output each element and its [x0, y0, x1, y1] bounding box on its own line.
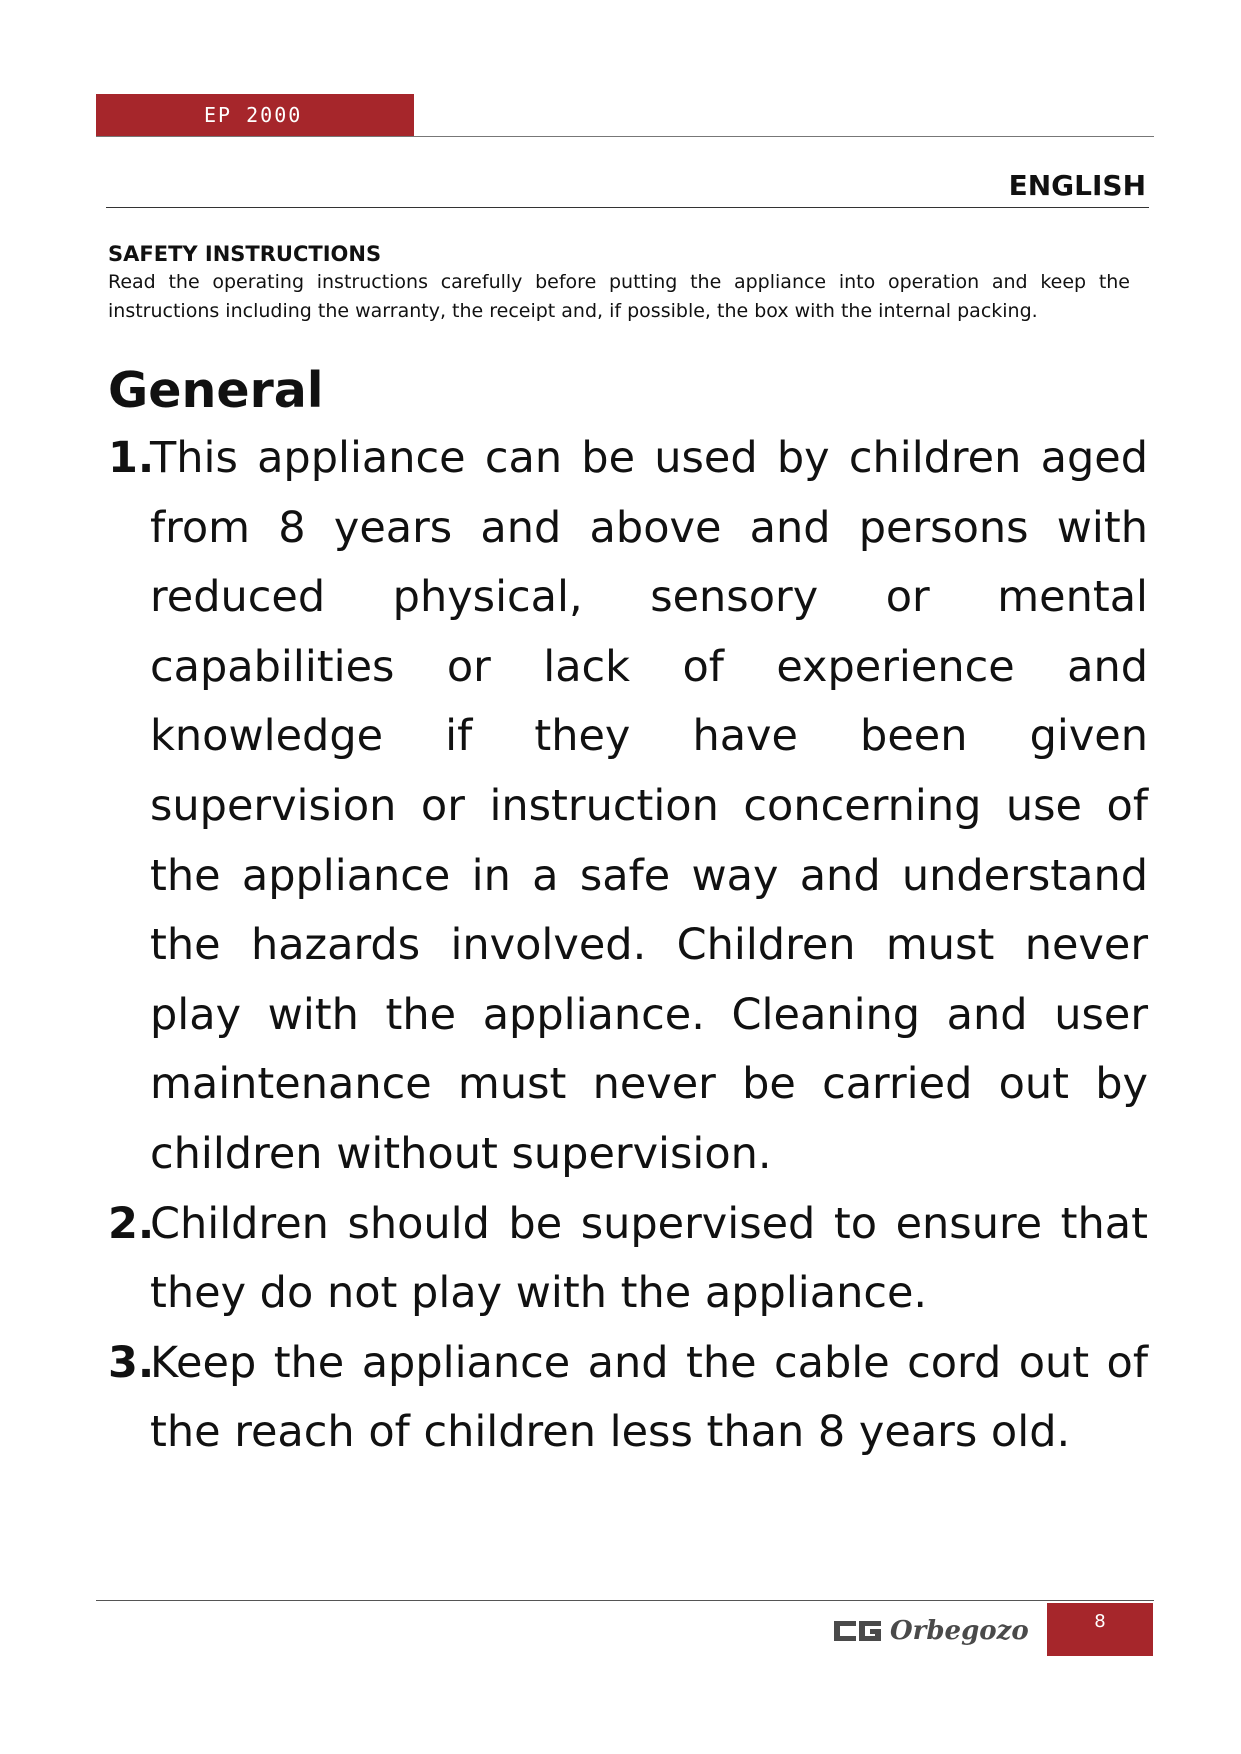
- brand-name: Orbegozo: [890, 1616, 1029, 1646]
- header-divider: [96, 136, 1154, 137]
- instruction-list: [108, 424, 1148, 1468]
- safety-intro: Read the operating instructions carefully before putting the appliance into operation and keep the instructions including the warranty, the receipt and, if possible, the box with the internal packing.: [108, 271, 1130, 322]
- item-text: Keep the appliance and the cable cord out of the reach of children less than 8 years old.: [150, 1337, 1148, 1458]
- safety-title: SAFETY INSTRUCTIONS: [108, 242, 382, 266]
- item-number: 3.: [108, 1337, 155, 1388]
- model-tab: EP 2000: [96, 94, 414, 136]
- language-label: ENGLISH: [1008, 169, 1146, 202]
- item-text: Children should be supervised to ensure that they do not play with the appliance.: [150, 1198, 1148, 1319]
- page-number: 8: [1047, 1603, 1153, 1656]
- item-text: This appliance can be used by children aged from 8 years and above and persons with reduced physical, sensory or mental capabilities or lack of experience and knowledge if they have been given supervision or instruction concerning use of the appliance in a safe way and understand the hazards involved. Children must never play with the appliance. Cleaning and user maintenance must never be carried out by children without supervision.: [150, 433, 1148, 1179]
- safety-section: [108, 240, 1130, 326]
- list-item: [108, 424, 1148, 1190]
- item-number: 1.: [108, 433, 155, 483]
- general-heading: General: [108, 362, 324, 419]
- footer-divider: [96, 1600, 1154, 1601]
- brand-logo: [834, 1606, 1044, 1656]
- general-section: [108, 358, 1148, 1468]
- list-item: [108, 1190, 1148, 1329]
- list-item: [108, 1329, 1148, 1468]
- language-divider: [106, 207, 1149, 208]
- cg-logo-icon: [834, 1618, 882, 1644]
- item-number: 2.: [108, 1198, 155, 1249]
